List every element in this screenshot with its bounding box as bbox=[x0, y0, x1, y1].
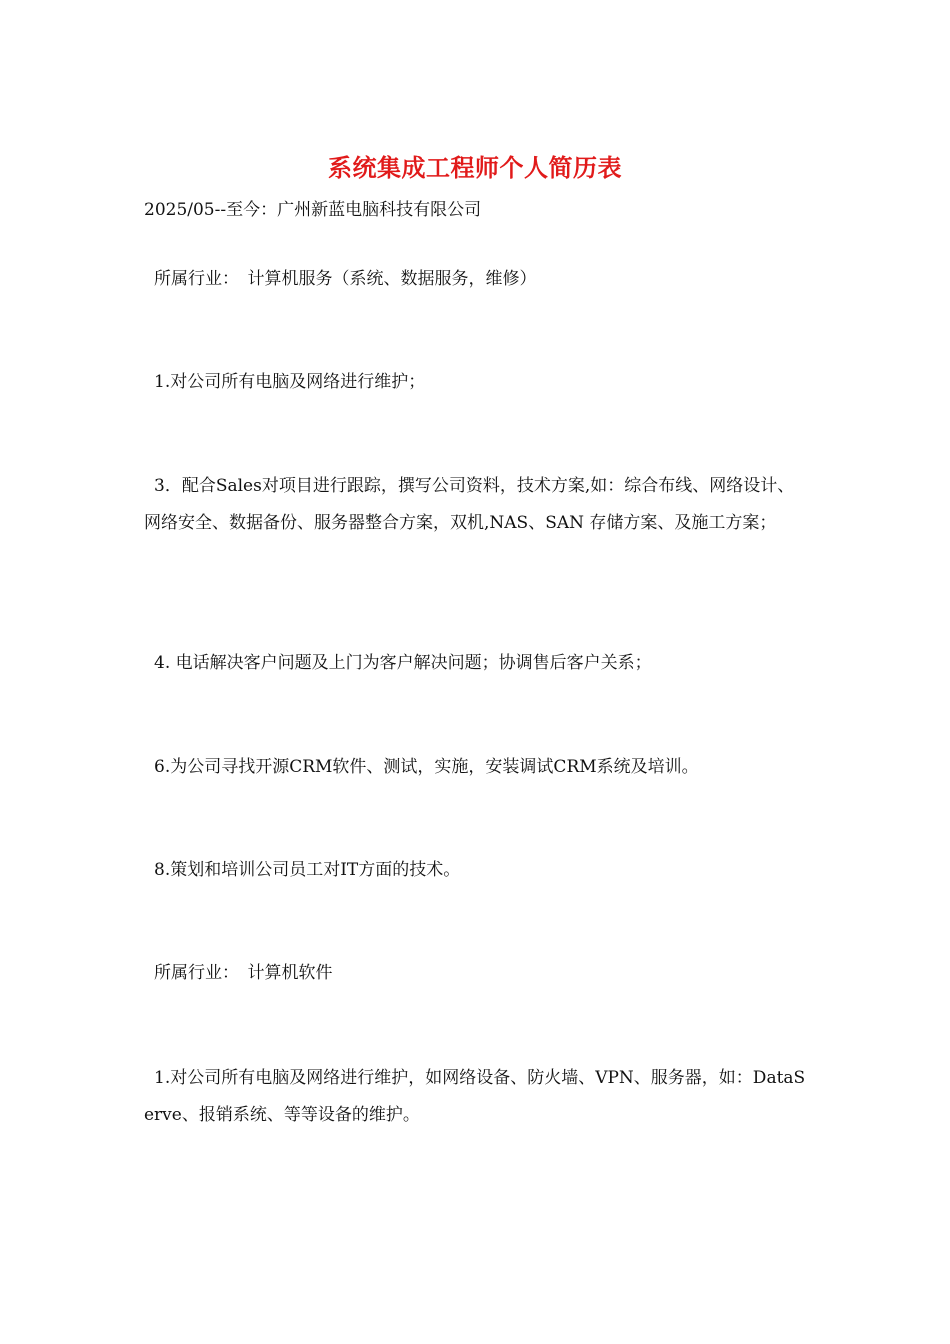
industry-line-1: 所属行业： 计算机服务（系统、数据服务，维修） bbox=[154, 269, 537, 289]
employment-line: 2025/05--至今：广州新蓝电脑科技有限公司 bbox=[144, 200, 482, 220]
document-title: 系统集成工程师个人简历表 bbox=[328, 153, 622, 182]
duty-item-6: 6.为公司寻找开源CRM软件、测试，实施，安装调试CRM系统及培训。 bbox=[154, 757, 699, 777]
duty-item-1: 1.对公司所有电脑及网络进行维护； bbox=[154, 372, 426, 392]
duty-item-b1: 1.对公司所有电脑及网络进行维护，如网络设备、防火墙、VPN、服务器，如：DataServe、报销系统、等等设备的维护。 bbox=[144, 1068, 806, 1125]
duty-item-8: 8.策划和培训公司员工对IT方面的技术。 bbox=[154, 860, 461, 880]
duty-item-4: 4. 电话解决客户问题及上门为客户解决问题；协调售后客户关系； bbox=[154, 653, 652, 673]
duty-item-3: 3．配合Sales对项目进行跟踪，撰写公司资料，技术方案,如：综合布线、网络设计、网络安全、数据备份、服务器整合方案，双机,NAS、SAN 存储方案、及施工方案； bbox=[144, 476, 795, 533]
industry-line-2: 所属行业： 计算机软件 bbox=[154, 963, 333, 983]
